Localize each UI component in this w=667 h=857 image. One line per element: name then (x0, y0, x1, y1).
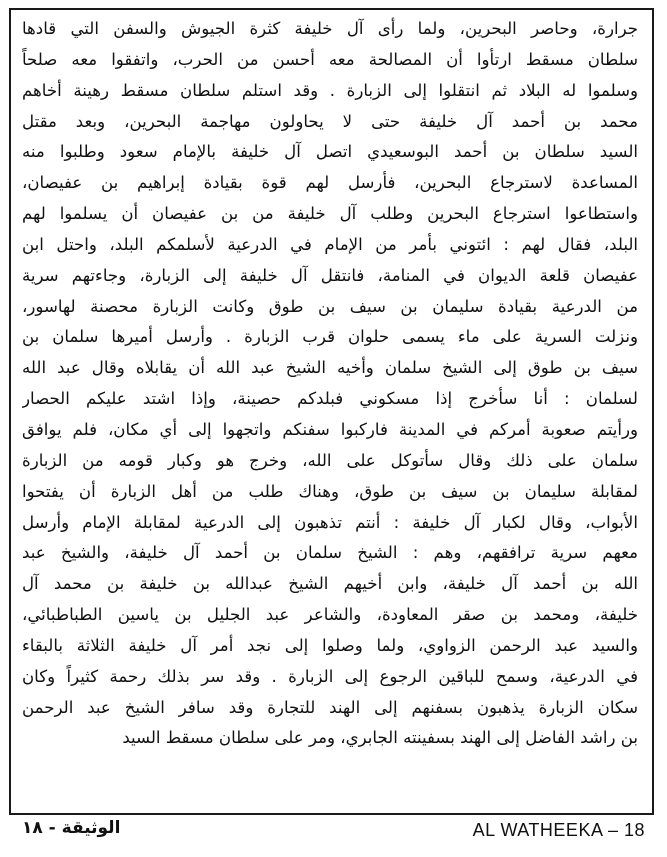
text-line: البلد، فقال لهم : ائتوني بأمر من الإمام في الدرعية لأسلمكم البلد، واحتل ابن (22, 234, 638, 254)
text-line: سيف بن طوق إلى الشيخ سلمان وأخيه الشيخ عبد الله أن يقابلاه وقال عبد الله (22, 358, 638, 378)
text-line: محمد بن أحمد آل خليفة حتى لا يحاولون مهاجمة البحرين، وبعد مقتل (22, 111, 638, 131)
text-line: ونزلت السرية على ماء يسمى حلوان قرب الزبارة . وأرسل أميرها سلمان بن (22, 327, 638, 347)
text-line: لمقابلة سليمان بن سيف بن طوق، وهناك طلب من أهل الزبارة أن يفتحوا (22, 481, 638, 501)
text-line: سكان الزبارة يذهبون بسفنهم إلى الهند للتجارة وقد سافر الشيخ عبد الرحمن (22, 697, 638, 717)
text-line: خليفة، ومحمد بن صقر المعاودة، والشاعر عبد الجليل بن ياسين الطباطبائي، (22, 605, 638, 625)
footer-arabic-page-label: الوثيقة - ١٨ (22, 818, 121, 838)
text-line: سلمان على ذلك وقال سأتوكل على الله، وخرج هو وكبار قومه من الزبارة (22, 450, 638, 470)
text-line: والسيد عبد الرحمن الزواوي، ولما وصلوا إلى نجد أمر آل خليفة الثلاثة بالبقاء (22, 635, 638, 655)
text-line: عفيصان قلعة الديوان في المنامة، فانتقل آل خليفة إلى الزبارة، وجاءتهم سرية (22, 265, 638, 285)
text-line: واستطاعوا استرجاع البحرين وطلب آل خليفة من بن عفيصان أن يسلموا لهم (22, 204, 638, 224)
text-line: معهم سرية ترافقهم، وهم : الشيخ سلمان بن أحمد آل خليفة، والشيخ عبد (22, 543, 638, 563)
document-body (22, 14, 638, 754)
text-line: ورأيتم صعوبة أمركم في المدينة فاركبوا سفنكم واتجهوا إلى أي مكان، فلم يوافق (22, 419, 638, 439)
text-line: لسلمان : أنا سأخرج إذا مسكوني فبلدكم حصينة، وإذا اشتد عليكم الحصار (22, 389, 638, 409)
text-line: وسلموا له البلاد ثم انتقلوا إلى الزبارة . وقد استلم سلطان مسقط رهينة أخاهم (22, 80, 638, 100)
text-line: في الدرعية، وسمح للباقين الرجوع إلى الزبارة . وقد سر بذلك رحمة كثيراً وكان (22, 666, 638, 686)
text-line: المساعدة لاسترجاع البحرين، فأرسل لهم قوة بقيادة إبراهيم بن عفيصان، (22, 173, 638, 193)
text-line: سلطان مسقط ارتأوا أن المصالحة معه أحسن من الحرب، واتفقوا معه صلحاً (22, 49, 638, 69)
text-line: السيد سلطان بن أحمد البوسعيدي اتصل آل خليفة بالإمام سعود وطلبوا منه (22, 142, 638, 162)
text-line: الله بن أحمد آل خليفة، وابن أخيهم الشيخ عبدالله بن خليفة بن محمد آل (22, 574, 638, 594)
text-line: من الدرعية بقيادة سليمان بن سيف بن طوق وكانت الزبارة محصنة لهاسور، (22, 296, 638, 316)
text-line: بن راشد الفاضل إلى الهند بسفينته الجابري، ومر على سلطان مسقط السيد (122, 728, 638, 748)
footer-english-page-label: AL WATHEEKA – 18 (472, 820, 645, 840)
text-line: جرارة، وحاصر البحرين، ولما رأى آل خليفة كثرة الجيوش والسفن التي قادها (22, 19, 638, 38)
text-line: الأبواب، وقال لكبار آل خليفة : أنتم تذهبون إلى الدرعية لمقابلة الإمام وأرسل (22, 512, 638, 532)
